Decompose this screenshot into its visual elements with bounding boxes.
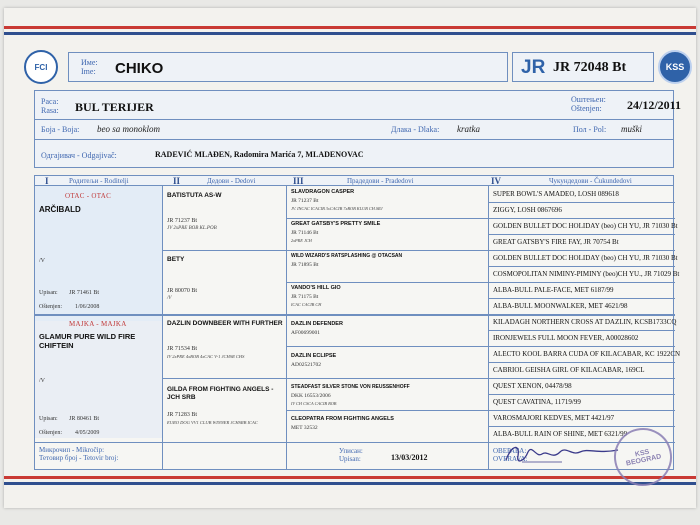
great-grandparent-8-reg: MET 32532 xyxy=(291,425,318,431)
col-3-number: III xyxy=(293,176,304,186)
pedigree-certificate xyxy=(4,8,696,508)
great-grandparent-4-reg: JR 71175 Bt xyxy=(291,294,319,300)
gen4-entry: ZIGGY, LOSH 0867696 xyxy=(493,206,562,214)
gen4-entry: QUEST XENON, 04478/98 xyxy=(493,382,572,390)
breed-value: BUL TERIJER xyxy=(75,100,154,114)
great-grandparent-4-name: VANDO'S HILL GIO xyxy=(291,285,341,291)
dam-dob-label: Oštenjen: xyxy=(39,430,62,436)
registered-date: 13/03/2012 xyxy=(391,453,428,462)
great-grandparent-7-name: STEADFAST SILVER STONE VON REUSSENHOFF xyxy=(291,384,410,390)
great-grandparent-5-name: DAZLIN DEFENDER xyxy=(291,321,343,327)
great-grandparent-7-reg: DKK 16553/2006 xyxy=(291,393,331,399)
gen4-column xyxy=(489,186,681,442)
top-red-stripe xyxy=(4,26,696,29)
gen4-entry: SUPER BOWL'S AMADEO, LOSH 089618 xyxy=(493,190,619,198)
grandparent-4-note: EURO DOG VV1 CLUB WINNER JCHSRB ICAC xyxy=(167,420,258,425)
whelped-date: 24/12/2011 xyxy=(627,98,682,112)
col-4-number: IV xyxy=(491,176,502,186)
breeder-label: Одгајивач - Odgajivač: xyxy=(41,151,117,160)
col-3-title: Прадедови - Pradedovi xyxy=(347,177,414,185)
dam-dob: 4/05/2009 xyxy=(75,430,100,436)
microchip-label: Микрочип - Mikročip: Тетовир број - Tetovir broj: xyxy=(39,446,119,462)
stamp-text: KSS BEOGRAD xyxy=(625,448,662,468)
gen4-entry: ALECTO KOOL BARRA CUDA OF KILACABAR, KC 1922CN xyxy=(493,350,681,358)
sire-heading: OTAC - OTAC xyxy=(65,192,112,200)
great-grandparent-1-note: JV. INCAC ICACIB 3xCACIB 7xBOB KLUB CH.SRJ xyxy=(291,206,383,211)
sire-dob-label: Oštenjen: xyxy=(39,304,62,310)
great-grandparent-2-name: GREAT GATSBY'S PRETTY SMILE xyxy=(291,221,381,227)
pedigree-table xyxy=(34,175,681,470)
great-grandparent-2-reg: JR 71146 Bt xyxy=(291,230,319,236)
great-grandparent-2-note: 2xPRE JCH xyxy=(291,238,312,243)
great-grandparent-3-name: WILD WIZARD'S RATSPLASHING @ OTACSAN xyxy=(291,253,403,259)
col-1-title: Родитељи - Roditelji xyxy=(69,177,129,185)
gen4-entry: IRONJEWELS FULL MOON FEVER, A00028602 xyxy=(493,334,639,342)
verified-label: ОВЕРАВА: OVERAVA: xyxy=(493,447,528,463)
dam-name: GLAMUR PURE WILD FIRE CHIFTEIN xyxy=(39,332,136,350)
sire-mark: /V xyxy=(39,258,45,264)
gen4-entry: ALBA-BULL MOONWALKER, MET 4621/98 xyxy=(493,302,628,310)
great-grandparent-6-name: DAZLIN ECLIPSE xyxy=(291,353,337,359)
signature xyxy=(502,438,622,468)
grandparent-2-name: BETY xyxy=(167,256,185,263)
name-label: Име: Ime: xyxy=(81,58,98,76)
sex-label: Пол - Pol: xyxy=(573,125,607,134)
great-grandparent-6-reg: AD02521702 xyxy=(291,362,321,368)
coat-label: Длака - Dlaka: xyxy=(391,125,440,134)
grandparent-1-note: JV 2xPRE BOB KL.POB xyxy=(167,226,217,231)
great-grandparent-3-reg: JR 71895 Bt xyxy=(291,262,319,268)
breeder-value: RADEVIĆ MLAĐEN, Radomira Marića 7, MLADENOVAC xyxy=(155,150,364,159)
whelped-label: Оштењен: Oštenjen: xyxy=(571,95,606,113)
great-grandparent-1-reg: JR 71237 Bt xyxy=(291,198,319,204)
bottom-blue-stripe xyxy=(4,482,696,485)
breed-label: Раса: Rasa: xyxy=(41,97,59,115)
great-grandparent-8-name: CLEOPATRA FROM FIGHTING ANGELS xyxy=(291,416,394,422)
reg-prefix: JR xyxy=(521,57,546,78)
great-grandparent-5-reg: AF00699001 xyxy=(291,330,321,336)
color-label: Боја - Boja: xyxy=(41,125,80,134)
dam-reg: JR 80461 Bt xyxy=(69,416,100,422)
sire-reg: JR 71461 Bt xyxy=(69,290,100,296)
grandparent-1-reg: JR 71237 Bt xyxy=(167,218,198,224)
col-2-number: II xyxy=(173,176,181,186)
color-value: beo sa monoklom xyxy=(97,124,160,134)
gen4-entry: GOLDEN BULLET DOC HOLIDAY (beo) CH YU, JR 71030 Bt xyxy=(493,254,678,262)
grandparent-3-name: DAZLIN DOWNBEER WITH FURTHER xyxy=(167,320,283,327)
gen4-entry: CABRIOL GEISHA GIRL OF KILACABAR, 169CL xyxy=(493,366,645,374)
gen4-entry: ALBA-BULL RAIN OF SHINE, MET 6321/99 xyxy=(493,430,628,438)
gen4-entry: QUEST CAVATINA, 11719/99 xyxy=(493,398,581,406)
registration-box xyxy=(512,52,654,82)
gen4-entry: ALBA-BULL PALE-FACE, MET 6187/99 xyxy=(493,286,614,294)
name-box xyxy=(68,52,508,82)
dam-heading: MAJKA - MAJKA xyxy=(69,320,127,328)
grandparent-4-name: GILDA FROM FIGHTING ANGELS - JCH SRB xyxy=(167,386,274,401)
bottom-red-stripe xyxy=(4,476,696,479)
grandparent-3-reg: JR 71534 Bt xyxy=(167,346,198,352)
col-4-title: Чукундедови - Čukundedovi xyxy=(549,177,632,185)
dog-info-box xyxy=(34,90,682,168)
gen4-entry: COSMOPOLITAN NIMINY-PIMINY (beo)CH YU., JR 71029 Bt xyxy=(493,270,680,278)
sire-upisan-label: Upisan: xyxy=(39,290,58,296)
sire-dob: 1/06/2008 xyxy=(75,304,100,310)
grandparent-4-reg: JR 71283 Bt xyxy=(167,412,198,418)
gen4-entry: GREAT GATSBY'S FIRE FAY, JR 70754 Bt xyxy=(493,238,619,246)
gen4-entry: GOLDEN BULLET DOC HOLIDAY (beo) CH YU, JR 71030 Bt xyxy=(493,222,678,230)
dam-mark: /V xyxy=(39,378,45,384)
grandparent-2-reg: JR 80070 Bt xyxy=(167,288,198,294)
reg-number: JR 72048 Bt xyxy=(553,60,627,75)
grandparent-1-name: BATISTUTA AS-W xyxy=(167,192,222,199)
grandparent-2-note: /V xyxy=(167,296,172,301)
registered-label: Уписан: Upisan: xyxy=(339,447,363,463)
gen4-entry: VAROSMAJORI KEDVES, MET 4421/97 xyxy=(493,414,615,422)
col-1-number: I xyxy=(45,176,49,186)
fci-logo: FCI xyxy=(24,50,58,84)
kss-logo: KSS xyxy=(658,50,692,84)
top-blue-stripe xyxy=(4,32,696,35)
dog-name: CHIKO xyxy=(115,60,164,77)
col-2-title: Дедови - Dedovi xyxy=(207,177,256,185)
gen4-entry: KILADAGH NORTHERN CROSS AT DAZLIN, KCSB1733CQ xyxy=(493,318,677,326)
grandparent-3-note: IV 2xPRE 4xBOB 4xCAC V-1 JCHSR CHS xyxy=(167,354,245,359)
coat-value: kratka xyxy=(457,124,480,134)
great-grandparent-7-note: IV CH CSCA CACIB BOB xyxy=(291,401,337,406)
dam-upisan-label: Upisan: xyxy=(39,416,58,422)
sire-name: ARČIBALD xyxy=(39,205,81,214)
sex-value: muški xyxy=(621,124,642,134)
great-grandparent-4-note: ICAC CACIB CH xyxy=(291,302,322,307)
table-header xyxy=(35,176,673,186)
great-grandparent-1-name: SLAVDRAGON CASPER xyxy=(291,189,355,195)
